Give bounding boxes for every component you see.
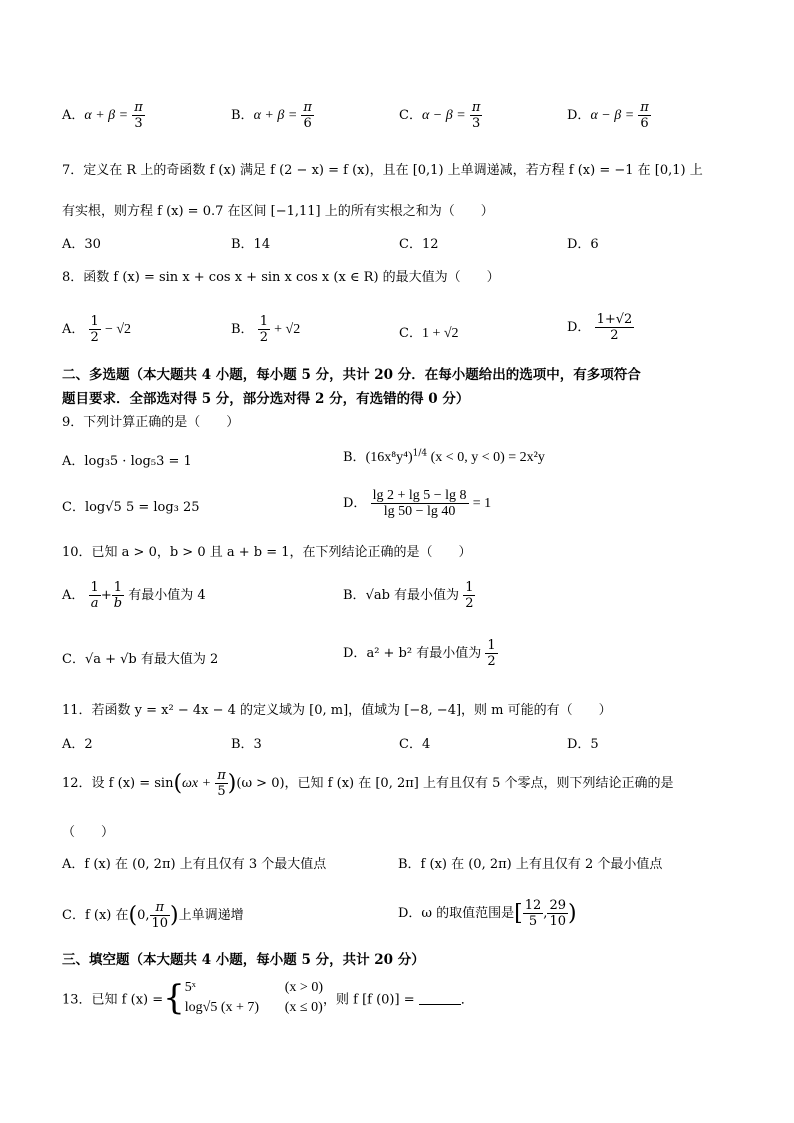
q12-answer-paren: （ ） [62, 825, 115, 840]
q8-stem: 8．函数 f (x) = sin x + cos x + sin x cos x (x ∈ R) 的最大值为（ ） [62, 270, 500, 285]
section3-heading: 三、填空题（本大题共 4 小题，每小题 5 分，共计 20 分） [62, 952, 425, 968]
q11-option-b: B．3 [231, 737, 262, 752]
q9-option-d: D． $\frac{\lg 2 + \lg 5 - \lg 8}{\lg 50 - \lg 40}$ = 1 [343, 488, 492, 519]
q9-option-a: A．log₃5 · log₅3 = 1 [62, 454, 192, 469]
q6-option-b: B．α + β = $\frac{\pi}{6}$ [231, 100, 312, 131]
q12-option-c: C．f (x) 在(0, $\frac{\pi}{10}$ )上单调递增 [62, 900, 244, 931]
section2-heading-line2: 题目要求．全部选对得 5 分，部分选对得 2 分，有选错的得 0 分） [62, 391, 470, 407]
q8-option-c: C．1 + √2 [399, 326, 459, 341]
q12-option-b: B．f (x) 在 (0, 2π) 上有且仅有 2 个最小值点 [398, 857, 663, 872]
q10-option-c: C．√a + √b 有最大值为 2 [62, 652, 219, 667]
q7-option-b: B．14 [231, 237, 271, 252]
q7-option-c: C．12 [399, 237, 439, 252]
q10-option-d: D．a² + b² 有最小值为 $\frac{1}{2}$ [343, 638, 496, 669]
q11-option-c: C．4 [399, 737, 431, 752]
q10-option-a: A． $\frac{1}{a}$ + $\frac{1}{b}$ 有最小值为 4 [62, 580, 206, 611]
q9-stem: 9．下列计算正确的是（ ） [62, 415, 240, 430]
q7-stem-line2: 有实根，则方程 f (x) = 0.7 在区间 [−1,11] 上的所有实根之和为（ ） [62, 204, 494, 219]
q8-option-a: A． $\frac{1}{2}$ − √2 [62, 314, 132, 345]
section2-heading-line1: 二、多选题（本大题共 4 小题，每小题 5 分，共计 20 分．在每小题给出的选项中，有多项符合 [62, 367, 641, 383]
q10-option-b: B．√ab 有最小值为 $\frac{1}{2}$ [343, 580, 474, 611]
q11-option-d: D．5 [567, 737, 599, 752]
q12-stem: 12．设 f (x) = sin(ωx + $\frac{\pi}{5}$ )(ω > 0)，已知 f (x) 在 [0, 2π] 上有且仅有 5 个零点，则下列结论正确的是 [62, 768, 674, 799]
q11-stem: 11．若函数 y = x² − 4x − 4 的定义域为 [0, m]，值域为 [−8, −4]，则 m 可能的有（ ） [62, 703, 612, 718]
q6-option-a: A．α + β = $\frac{\pi}{3}$ [62, 100, 143, 131]
q7-option-d: D．6 [567, 237, 599, 252]
q6-option-c: C．α − β = $\frac{\pi}{3}$ [399, 100, 481, 131]
q6-option-d: D．α − β = $\frac{\pi}{6}$ [567, 100, 649, 131]
q8-option-d: D． $\frac{1+√2}{2}$ [567, 312, 633, 343]
q9-option-c: C．log√5 5 = log₃ 25 [62, 500, 200, 515]
q13-answer-blank[interactable] [419, 992, 461, 1005]
q12-option-d: D．ω 的取值范围是[ $\frac{12}{5}$ , $\frac{29}{10}$ ) [398, 898, 577, 929]
q10-stem: 10．已知 a > 0，b > 0 且 a + b = 1，在下列结论正确的是（ ） [62, 545, 472, 560]
q13-stem: 13．已知 f (x) ={ 5ˣ (x > 0) log√5 (x + 7) (x ≤ 0) ，则 f [f (0)] = ． [62, 978, 474, 1018]
q7-stem-line1: 7．定义在 R 上的奇函数 f (x) 满足 f (2 − x) = f (x)，且在 [0,1) 上单调递减，若方程 f (x) = −1 在 [0,1) 上 [62, 163, 703, 178]
q12-option-a: A．f (x) 在 (0, 2π) 上有且仅有 3 个最大值点 [62, 857, 327, 872]
q11-option-a: A．2 [62, 737, 93, 752]
q8-option-b: B． $\frac{1}{2}$ + √2 [231, 314, 301, 345]
q7-option-a: A．30 [62, 237, 101, 252]
q9-option-b: B．$(16x^8y^4)^{1/4}$ (x < 0, y < 0) = 2x²y [343, 448, 545, 465]
